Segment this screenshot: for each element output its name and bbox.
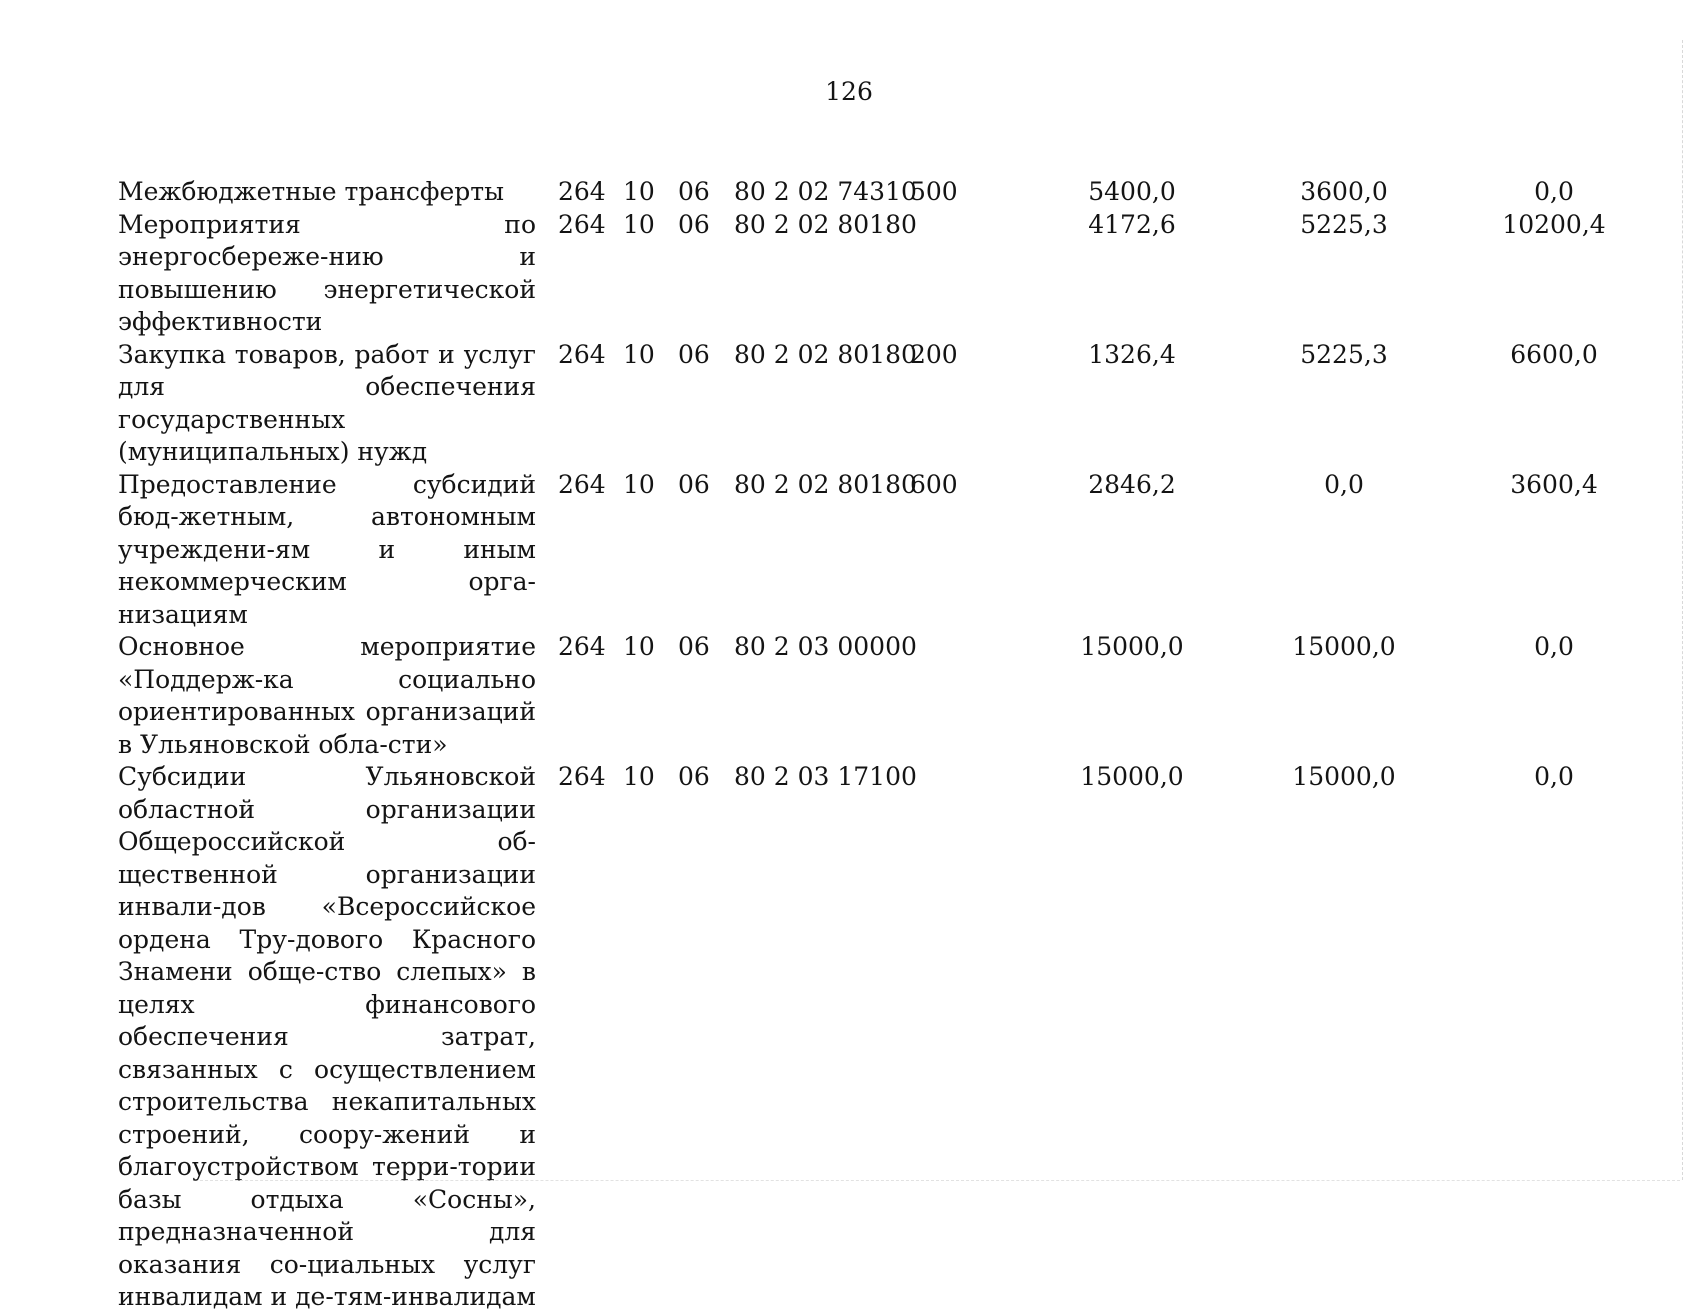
page-number: 126	[825, 77, 873, 106]
amount-1: 1326,4	[1088, 339, 1176, 369]
row-name: Межбюджетные трансферты	[118, 177, 505, 206]
gov-code: 264	[558, 209, 606, 239]
gov-code: 264	[558, 339, 606, 369]
target-code: 80 2 03 17100	[734, 762, 917, 791]
row-name: Предоставление субсидий бюд-жетным, автономным учреждени-ям и иным некоммерческим орга-низациям	[118, 469, 536, 629]
target-code: 80 2 02 80180	[734, 209, 917, 239]
gov-code: 264	[558, 469, 606, 499]
section-code: 10	[623, 339, 655, 369]
target-code: 80 2 02 74310	[734, 177, 917, 206]
amount-3: 10200,4	[1502, 209, 1606, 239]
budget-table	[118, 176, 1606, 1314]
section-code: 10	[623, 209, 655, 239]
amount-1: 15000,0	[1080, 762, 1184, 791]
amount-1: 4172,6	[1088, 209, 1176, 239]
gov-code: 264	[558, 762, 606, 791]
amount-3: 6600,0	[1510, 339, 1598, 369]
amount-2: 3600,0	[1300, 177, 1388, 206]
subsection-code: 06	[678, 762, 710, 791]
subsection-code: 06	[678, 469, 710, 499]
amount-2: 0,0	[1324, 469, 1364, 499]
table-row	[118, 339, 1598, 469]
amount-2: 5225,3	[1300, 209, 1388, 239]
expense-code: 600	[910, 469, 958, 499]
amount-2: 15000,0	[1292, 632, 1396, 661]
target-code: 80 2 02 80180	[734, 339, 917, 369]
gov-code: 264	[558, 177, 606, 206]
section-code: 10	[623, 469, 655, 499]
target-code: 80 2 03 00000	[734, 632, 917, 661]
subsection-code: 06	[678, 209, 710, 239]
amount-1: 5400,0	[1088, 177, 1176, 206]
section-code: 10	[623, 762, 655, 791]
table-row	[118, 761, 1588, 1314]
amount-1: 15000,0	[1080, 632, 1184, 661]
gov-code: 264	[558, 632, 606, 661]
table-row	[118, 469, 1598, 632]
table-row	[118, 631, 1588, 761]
section-code: 10	[623, 632, 655, 661]
amount-1: 2846,2	[1088, 469, 1176, 499]
scan-edge-line	[1682, 40, 1684, 1180]
subsection-code: 06	[678, 177, 710, 206]
table-row	[118, 209, 1606, 339]
table-row	[118, 176, 1588, 209]
expense-code: 200	[910, 339, 958, 369]
row-name: Основное мероприятие «Поддерж-ка социально ориентированных организаций в Ульяновской обла-сти»	[118, 632, 536, 759]
amount-3: 0,0	[1534, 632, 1574, 661]
amount-3: 3600,4	[1510, 469, 1598, 499]
section-code: 10	[623, 177, 655, 206]
target-code: 80 2 02 80180	[734, 469, 917, 499]
row-name: Субсидии Ульяновской областной организации Общероссийской об-щественной организации инвали-дов «Всероссийское ордена Тру-дового Красного Знамени обще-ство слепых» в целях финансового обеспечения затрат, связанных с осуществлением строительства некапитальных строений, соору-жений и благоустройством терри-тории базы отдыха «Сосны», предназначенной для оказания со-циальных услуг инвалидам и де-тям-инвалидам	[118, 762, 536, 1311]
amount-3: 0,0	[1534, 177, 1574, 206]
row-name: Закупка товаров, работ и услуг для обеспечения государственных (муниципальных) нужд	[118, 339, 536, 466]
row-name: Мероприятия по энергосбереже-нию и повышению энергетической эффективности	[118, 209, 536, 336]
expense-code: 500	[910, 177, 958, 206]
amount-2: 15000,0	[1292, 762, 1396, 791]
scan-bottom-line	[200, 1180, 1680, 1182]
amount-2: 5225,3	[1300, 339, 1388, 369]
amount-3: 0,0	[1534, 762, 1574, 791]
subsection-code: 06	[678, 632, 710, 661]
subsection-code: 06	[678, 339, 710, 369]
